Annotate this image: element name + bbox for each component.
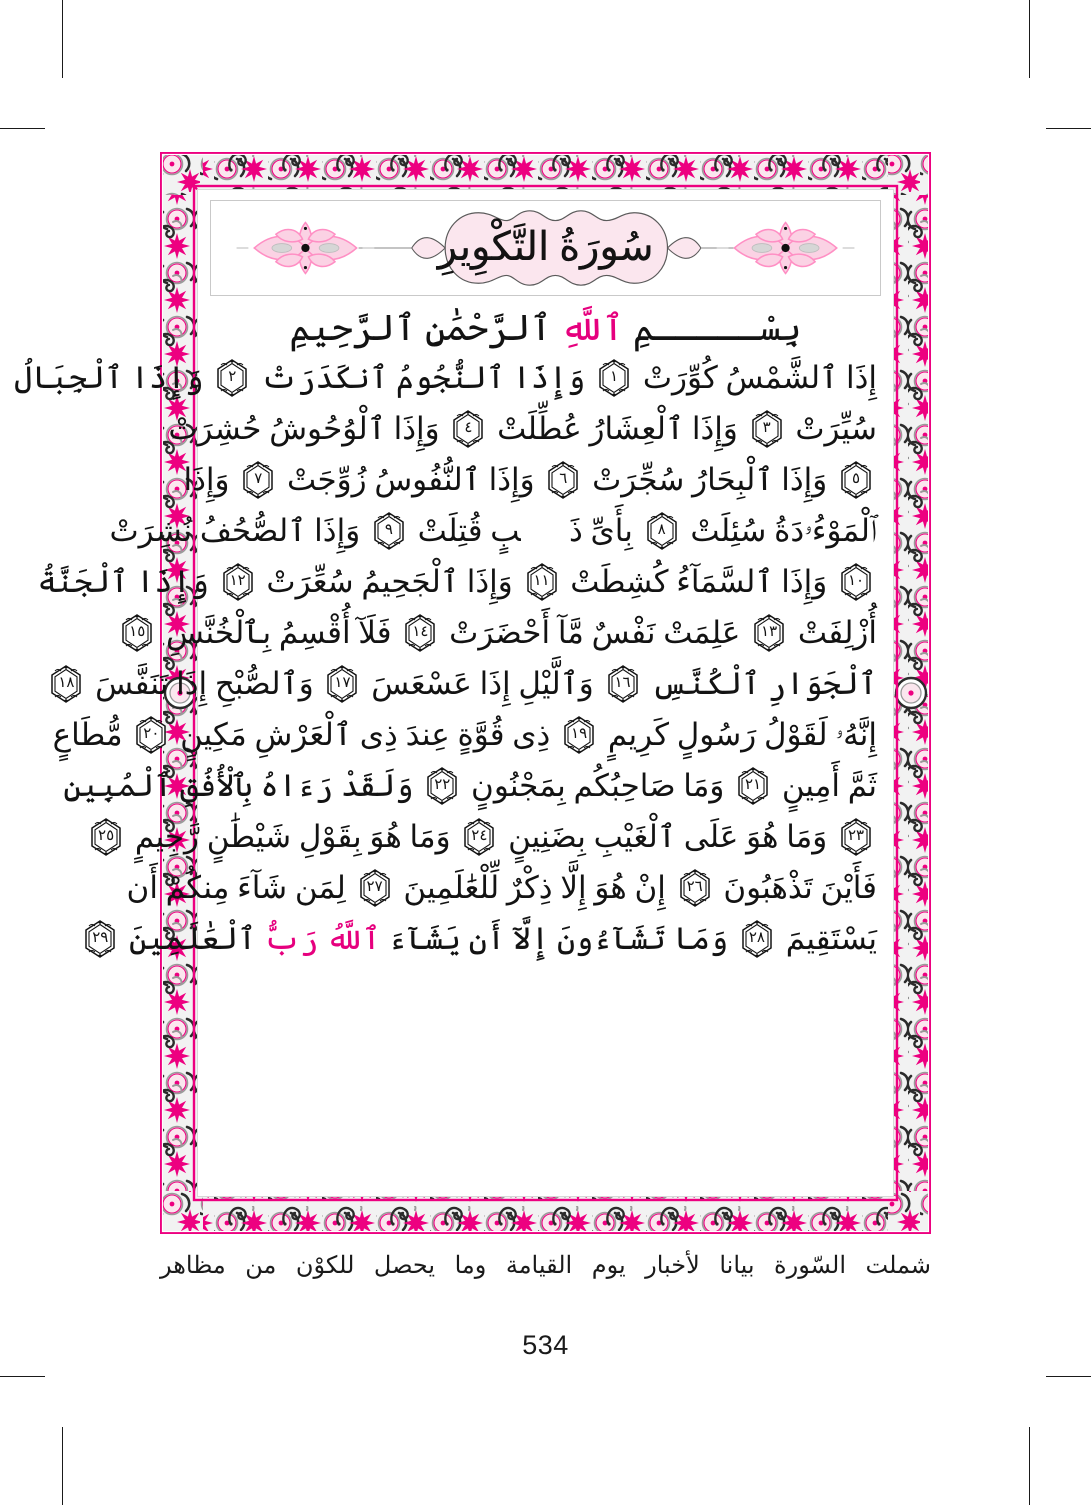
ayah-text-segment: فَأَيْنَ تَذْهَبُونَ: [723, 870, 877, 905]
page-content-well: [14, 192, 891, 1194]
ayah-text-segment: إِنْ هُوَ إِلَّا ذِكْرٌ لِّلْعَٰلَمِينَ: [403, 870, 666, 905]
ayah-text-segment: وَإِذَا ٱلنُّفُوسُ زُوِّجَتْ: [287, 462, 535, 497]
ayah-number: ٢٩: [92, 929, 109, 946]
ayah-number: ٢: [228, 368, 237, 385]
bismillah: [214, 306, 877, 351]
ayah-text-segment: وَإِذَا ٱلسَّمَآءُ كُشِطَتْ: [570, 564, 828, 599]
lafz-jalalah: ٱللَّهُ رَبُّ: [263, 921, 381, 956]
illuminated-page-frame: [14, 152, 931, 1234]
crop-mark-bottom-right-horizontal: [1046, 1376, 1091, 1377]
ayah-number: ١٣: [761, 623, 778, 640]
ayah-number: ١٤: [412, 623, 429, 640]
ayah-end-marker: [212, 358, 252, 398]
ayah-end-marker: [448, 409, 488, 449]
ayah-end-marker: [422, 766, 462, 806]
ayah-number: ١٧: [334, 674, 351, 691]
ayah-text-segment: وَلَقَدْ رَءَاهُ بِٱلْأُفُقِ ٱلْمُبِينِ: [63, 768, 414, 803]
ayah-text-segment: بِأَىِّ ذَنۢبٍ قُتِلَتْ: [417, 513, 633, 548]
ayah-number: ١١: [533, 572, 550, 589]
ayah-end-marker: [836, 562, 876, 602]
side-medallion-right: [896, 678, 926, 708]
ayah-line: [126, 863, 877, 914]
ayah-line: [98, 812, 877, 863]
ayah-end-marker: [559, 715, 599, 755]
ayah-number: ٧: [254, 470, 263, 487]
ayah-line: [92, 914, 877, 965]
ayah-lines-container: [14, 353, 877, 965]
ayah-end-marker: [733, 766, 773, 806]
crop-mark-bottom-left-vertical: [62, 1427, 63, 1505]
ayah-number: ٢٦: [686, 878, 703, 895]
ayah-line: [37, 557, 877, 608]
ayah-text-segment: إِذَا ٱلشَّمْسُ كُوِّرَتْ: [642, 360, 877, 395]
ayah-text-segment: ٱلْجَوَارِ ٱلْكُنَّسِ: [651, 666, 877, 701]
bismillah-before: بِسْـــــمِ: [623, 308, 802, 348]
surah-title-cartouche: [211, 201, 880, 295]
surah-title-band: [210, 200, 881, 296]
ayah-text-segment: وَٱلَّيْلِ إِذَا عَسْعَسَ: [371, 666, 594, 701]
crop-mark-bottom-left-horizontal: [0, 1376, 45, 1377]
ayah-end-marker: [400, 613, 440, 653]
title-ornament-right: [717, 223, 855, 274]
ayah-text-segment: وَإِذَا ٱلْبِحَارُ سُجِّرَتْ: [592, 462, 828, 497]
ayah-end-marker: [238, 460, 278, 500]
ayah-text-segment: وَإِذَا ٱلْجَحِيمُ سُعِّرَتْ: [266, 564, 513, 599]
ayah-text-segment: وَإِذَا: [183, 462, 230, 497]
ayah-number: ١: [610, 368, 619, 385]
ayah-text-segment: ٱلْمَوْءُۥدَةُ سُئِلَتْ: [690, 513, 877, 548]
ayah-text-segment: أُزْلِفَتْ: [797, 615, 877, 650]
ayah-number: ٢٥: [98, 827, 115, 844]
ayah-text-segment: وَإِذَا ٱلْوُحُوشُ حُشِرَتْ: [168, 411, 440, 446]
ayah-number: ٢٣: [847, 827, 865, 844]
ayah-text-segment: لِمَن شَآءَ مِنكُمْ أَن: [126, 870, 346, 905]
ayah-end-marker: [594, 358, 634, 398]
crop-mark-top-left-horizontal: [0, 128, 45, 129]
ayah-text-segment: مُّطَاعٍ: [52, 717, 123, 752]
ayah-number: ٦: [559, 470, 568, 487]
ayah-end-marker: [322, 664, 362, 704]
bismillah-after: ٱلرَّحْمَٰنِ ٱلرَّحِيمِ: [289, 308, 561, 348]
ayah-number: ١٠: [847, 572, 865, 589]
ayah-line: [129, 608, 877, 659]
crop-mark-top-right-vertical: [1029, 0, 1030, 78]
ayah-end-marker: [369, 511, 409, 551]
ayah-end-marker: [459, 817, 499, 857]
ayah-text-segment: وَمَا صَاحِبُكُم بِمَجْنُونٍ: [471, 768, 725, 803]
ayah-text-segment: وَمَا هُوَ عَلَى ٱلْغَيْبِ بِضَنِينٍ: [508, 819, 828, 854]
ayah-number: ٩: [384, 521, 393, 538]
ayah-line: [14, 353, 877, 404]
ayah-text-segment: وَمَا تَشَآءُونَ إِلَّآ أَن يَشَآءَ: [380, 921, 729, 956]
ayah-number: ٢٢: [434, 776, 451, 793]
ayah-end-marker: [218, 562, 258, 602]
ayah-end-marker: [675, 868, 715, 908]
crop-mark-bottom-right-vertical: [1029, 1427, 1030, 1505]
ayah-line: [58, 659, 877, 710]
ayah-number: ٢٨: [748, 929, 765, 946]
ayah-number: ٨: [657, 521, 666, 538]
ayah-number: ١٩: [571, 725, 588, 742]
ayah-end-marker: [46, 664, 86, 704]
mushaf-text-block: [14, 306, 877, 965]
ayah-end-marker: [836, 817, 876, 857]
ayah-end-marker: [747, 409, 787, 449]
ayah-number: ١٥: [129, 623, 146, 640]
ayah-text-segment: يَسْتَقِيمَ: [785, 921, 877, 956]
ayah-end-marker: [80, 919, 120, 959]
lafz-jalalah: ٱللَّهِ: [560, 308, 624, 348]
ayah-end-marker: [355, 868, 395, 908]
ayah-number: ٥: [851, 470, 861, 487]
ayah-number: ١٢: [229, 572, 246, 589]
ayah-line: [168, 404, 877, 455]
ayah-text-segment: سُيِّرَتْ: [795, 411, 877, 446]
ayah-text-segment: ذِى قُوَّةٍ عِندَ ذِى ٱلْعَرْشِ مَكِينٍ: [180, 717, 551, 752]
ayah-end-marker: [117, 613, 157, 653]
surah-summary-footnote: شملت السّورة بيانا لأخبار يوم القيامة وما يحصل للكوْن من مظاهر: [160, 1253, 931, 1279]
ayah-text-segment: ٱلْعَٰلَمِينَ: [129, 921, 257, 956]
cartouche-shape: [359, 211, 754, 285]
ayah-number: ٤: [464, 419, 473, 436]
ayah-end-marker: [642, 511, 682, 551]
ayah-end-marker: [131, 715, 171, 755]
ayah-end-marker: [836, 460, 876, 500]
ayah-line: [63, 761, 877, 812]
title-ornament-left: [237, 223, 375, 274]
ayah-text-segment: وَٱلصُّبْحِ إِذَا تَنَفَّسَ: [95, 666, 314, 701]
ayah-number: ٣: [762, 419, 771, 436]
ayah-text-segment: وَإِذَا ٱلْجَنَّةُ: [37, 564, 209, 599]
surah-title: سُورَةُ التَّكْوِيرِ: [437, 224, 654, 270]
ayah-text-segment: إِنَّهُۥ لَقَوْلُ رَسُولٍ كَرِيمٍ: [607, 717, 877, 752]
ayah-number: ١٦: [614, 674, 631, 691]
ayah-end-marker: [86, 817, 126, 857]
ayah-line: [109, 506, 877, 557]
ayah-end-marker: [749, 613, 789, 653]
ayah-line: [52, 710, 877, 761]
page-number: 534: [522, 1330, 569, 1360]
ayah-text-segment: وَإِذَا ٱلْعِشَارُ عُطِّلَتْ: [497, 411, 738, 446]
ayah-text-segment: عَلِمَتْ نَفْسٌ مَّآ أَحْضَرَتْ: [449, 615, 741, 650]
ayah-line: [183, 455, 877, 506]
ayah-number: ٢٤: [471, 827, 488, 844]
ayah-end-marker: [522, 562, 562, 602]
ayah-number: ١٨: [58, 674, 75, 691]
ayah-end-marker: [737, 919, 777, 959]
ayah-text-segment: وَإِذَا ٱلصُّحُفُ نُشِرَتْ: [109, 513, 361, 548]
ayah-text-segment: فَلَآ أُقْسِمُ بِٱلْخُنَّسِ: [165, 615, 392, 650]
crop-mark-top-left-vertical: [62, 0, 63, 78]
crop-mark-top-right-horizontal: [1046, 128, 1091, 129]
ayah-text-segment: وَإِذَا ٱلنُّجُومُ ٱنكَدَرَتْ: [261, 360, 586, 395]
ayah-number: ٢٧: [366, 878, 383, 895]
ayah-text-segment: وَإِذَا ٱلْجِبَالُ: [14, 360, 204, 395]
ayah-number: ٢٠: [143, 725, 160, 742]
ayah-text-segment: ثَمَّ أَمِينٍ: [781, 768, 877, 803]
ayah-end-marker: [603, 664, 643, 704]
ayah-text-segment: وَمَا هُوَ بِقَوْلِ شَيْطَٰنٍ رَّجِيمٍ: [134, 819, 451, 854]
ayah-number: ٢١: [745, 776, 762, 793]
ayah-end-marker: [543, 460, 583, 500]
